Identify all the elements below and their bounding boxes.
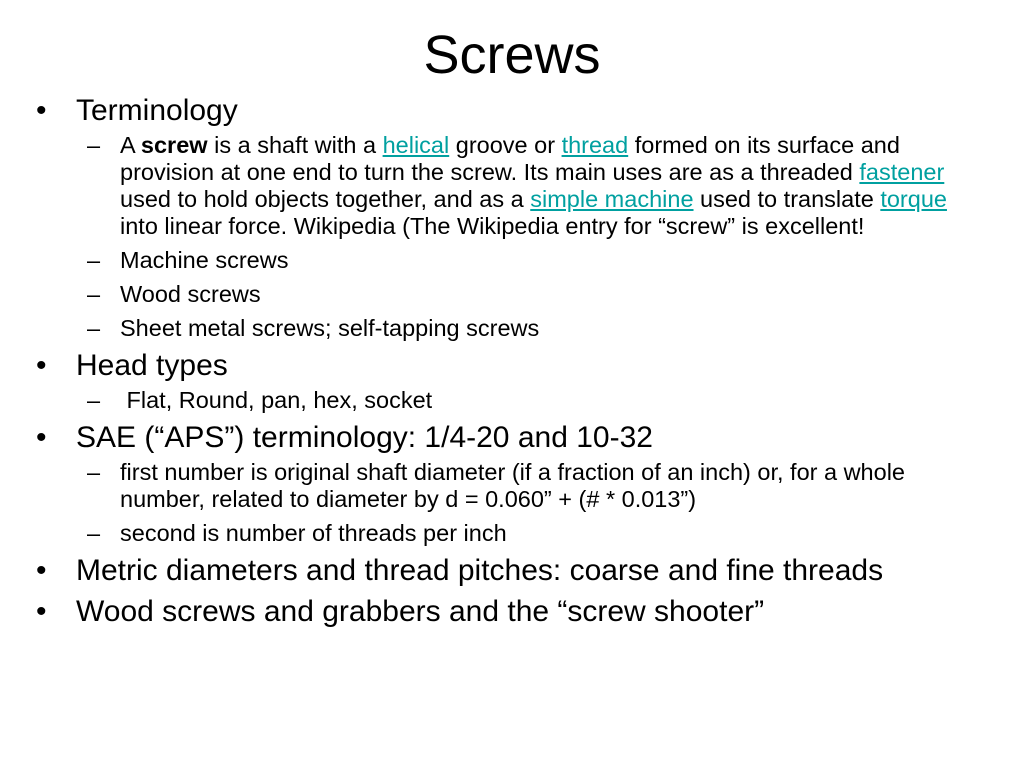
- dash-icon: –: [87, 315, 101, 341]
- sub-bullet-label: second is number of threads per inch: [120, 520, 507, 546]
- bullet-dot-icon: •: [36, 595, 47, 628]
- bullet-metric: [30, 554, 990, 588]
- bullet-dot-icon: •: [36, 421, 47, 454]
- bullet-terminology: [30, 94, 990, 128]
- bullet-sae-label: SAE (“APS”) terminology: 1/4-20 and 10-32: [76, 421, 653, 454]
- definition-text-1: is a shaft with a: [207, 132, 383, 158]
- sub-bullet-label: first number is original shaft diameter (if a fraction of an inch) or, for a whole number, related to diameter by d = 0.060” + (# * 0.013”): [120, 459, 905, 512]
- dash-icon: –: [87, 387, 101, 413]
- sub-bullet-label: Wood screws: [120, 281, 261, 307]
- bullet-head-types: [30, 349, 990, 383]
- dash-icon: –: [87, 281, 101, 307]
- sub-bullet-label: Sheet metal screws; self-tapping screws: [120, 315, 540, 341]
- definition-text-4: used to hold objects together, and as a: [120, 186, 531, 212]
- bullet-dot-icon: •: [36, 554, 47, 587]
- sub-bullet-head-list: [30, 387, 990, 414]
- slide-title: Screws: [423, 25, 601, 85]
- link-simple-machine[interactable]: simple machine: [530, 186, 694, 212]
- bullet-head-types-label: Head types: [76, 349, 228, 382]
- sub-bullet-label: Flat, Round, pan, hex, socket: [120, 387, 433, 413]
- definition-text-2: groove or: [449, 132, 562, 158]
- bullet-wood-screws: [30, 595, 990, 629]
- link-torque[interactable]: torque: [880, 186, 947, 212]
- sub-bullet-machine-screws: [30, 247, 990, 274]
- sub-bullet-first-number: [30, 459, 990, 513]
- bullet-dot-icon: •: [36, 94, 47, 127]
- definition-bold-screw: screw: [140, 132, 208, 158]
- bullet-wood-label: Wood screws and grabbers and the “screw shooter”: [76, 595, 765, 628]
- link-fastener[interactable]: fastener: [859, 159, 945, 185]
- sub-bullet-wood-screws: [30, 281, 990, 308]
- definition-text-6: into linear force. Wikipedia (The Wikipedia entry for “screw” is excellent!: [120, 213, 865, 239]
- sub-bullet-label: Machine screws: [120, 247, 289, 273]
- slide-content: [30, 94, 990, 633]
- definition-prefix: A: [120, 132, 141, 158]
- definition-text-5: used to translate: [693, 186, 881, 212]
- bullet-metric-label: Metric diameters and thread pitches: coarse and fine threads: [76, 554, 884, 587]
- link-helical[interactable]: helical: [382, 132, 450, 158]
- dash-icon: –: [87, 132, 101, 158]
- sub-bullet-screw-definition: [30, 132, 990, 240]
- bullet-dot-icon: •: [36, 349, 47, 382]
- sub-bullet-second-number: [30, 520, 990, 547]
- sub-bullet-sheet-metal-screws: [30, 315, 990, 342]
- bullet-terminology-label: Terminology: [76, 94, 238, 127]
- dash-icon: –: [87, 247, 101, 273]
- definition-text-3: formed on its surface and provision at one end to turn the screw. Its main uses are as a threaded: [120, 132, 900, 185]
- dash-icon: –: [87, 459, 101, 485]
- dash-icon: –: [87, 520, 101, 546]
- bullet-sae-terminology: [30, 421, 990, 455]
- link-thread[interactable]: thread: [561, 132, 629, 158]
